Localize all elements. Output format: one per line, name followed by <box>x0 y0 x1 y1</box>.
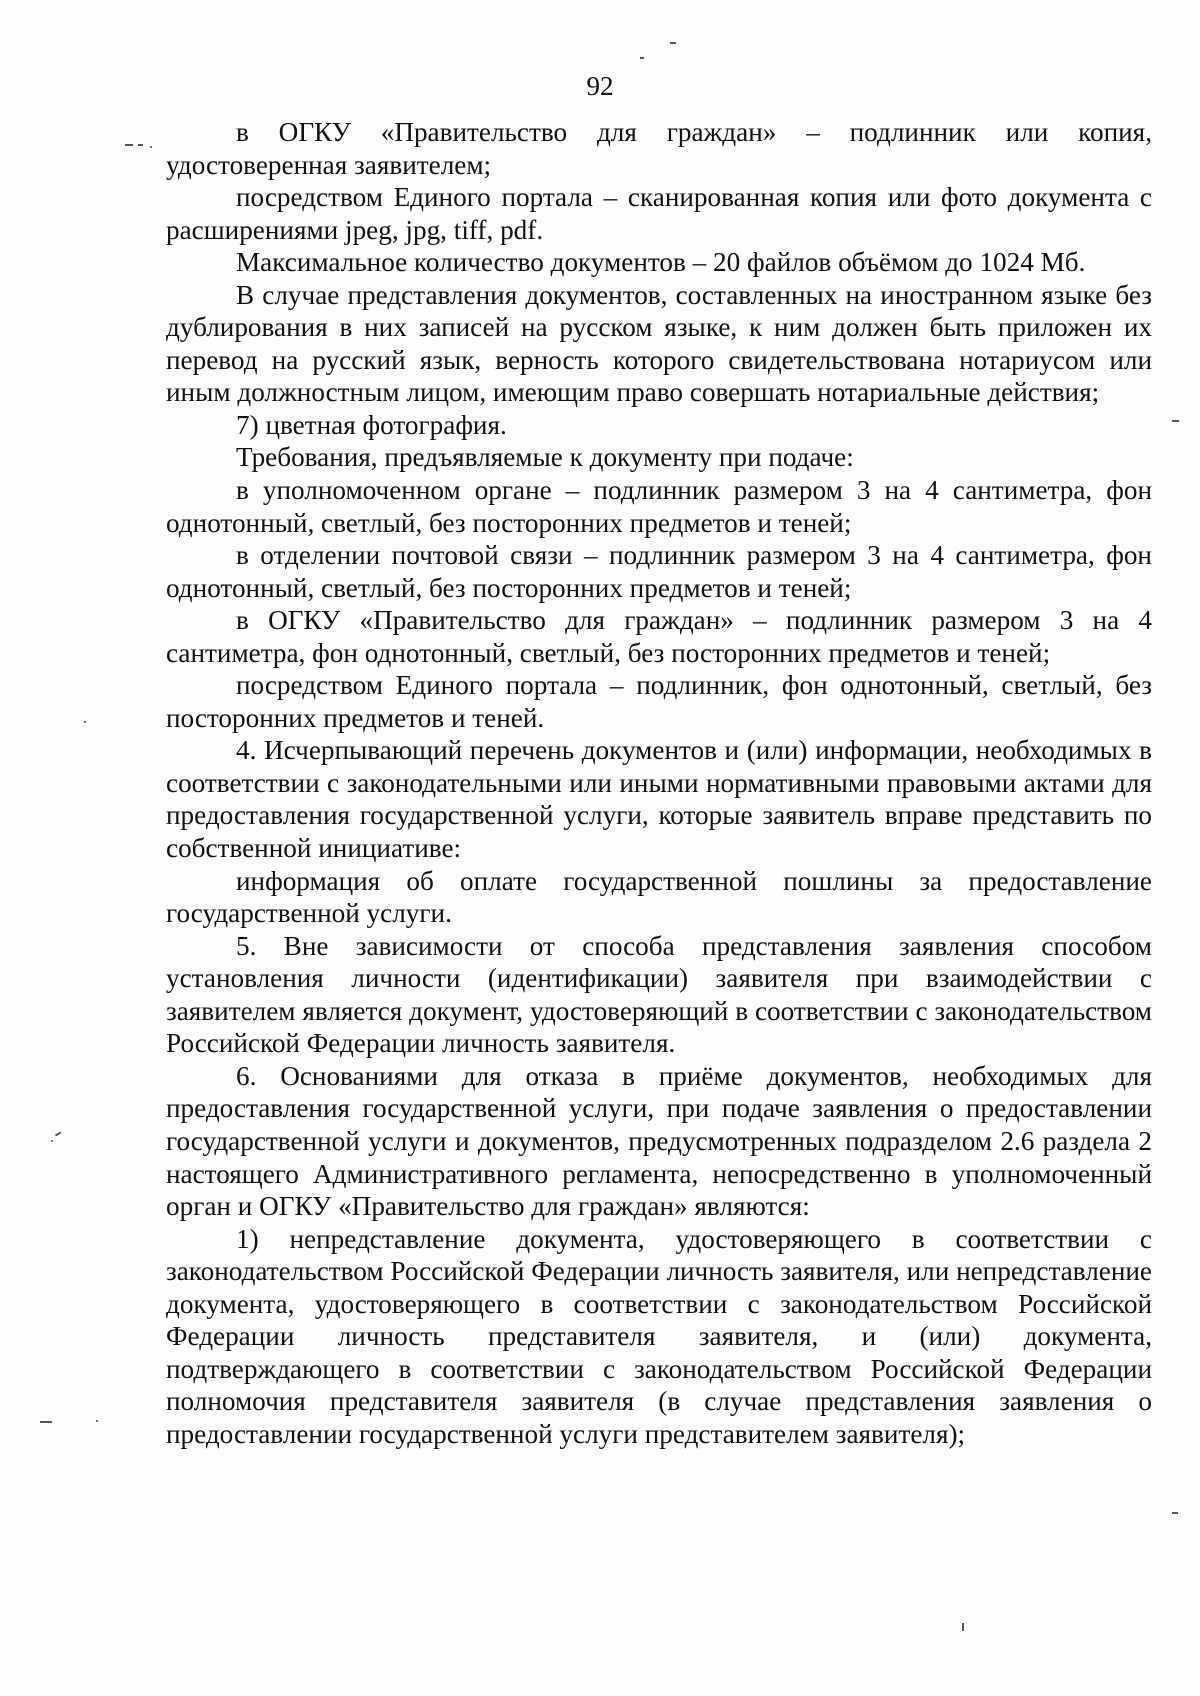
document-body <box>166 116 1152 1450</box>
paragraph: 6. Основаниями для отказа в приёме документов, необходимых для предоставления государственной услуги, при подаче заявления о предоставлении государственной услуги и документов, предусмотренных подразделом 2.6 раздела 2 настоящего Административного регламента, непосредственно в уполномоченный орган и ОГКУ «Правительство для граждан» являются: <box>166 1060 1152 1222</box>
paragraph: 5. Вне зависимости от способа представления заявления способом установления личности (идентификации) заявителя при взаимодействии с заявителем является документ, удостоверяющий в соответствии с законодательством Российской Федерации личность заявителя. <box>166 930 1152 1059</box>
scan-mark <box>55 1132 61 1136</box>
paragraph: посредством Единого портала – подлинник, фон однотонный, светлый, без посторонних предметов и теней. <box>166 670 1152 733</box>
paragraph: в ОГКУ «Правительство для граждан» – подлинник или копия, удостоверенная заявителем; <box>166 117 1152 180</box>
paragraph: 7) цветная фотография. <box>236 409 507 440</box>
paragraph: в уполномоченном органе – подлинник размером 3 на 4 сантиметра, фон однотонный, светлый, без посторонних предметов и теней; <box>166 475 1152 538</box>
paragraph: 4. Исчерпывающий перечень документов и (или) информации, необходимых в соответствии с законодательными или иными нормативными правовыми актами для предоставления государственной услуги, которые заявитель вправе представить по собственной инициативе: <box>166 735 1152 864</box>
paragraph: в отделении почтовой связи – подлинник размером 3 на 4 сантиметра, фон однотонный, светлый, без посторонних предметов и теней; <box>166 540 1152 603</box>
scan-mark <box>640 57 644 59</box>
paragraph: посредством Единого портала – сканированная копия или фото документа с расширениями jpeg, jpg, tiff, pdf. <box>166 182 1152 245</box>
paragraph: Максимальное количество документов – 20 файлов объёмом до 1024 Мб. <box>236 247 1086 278</box>
scan-mark <box>670 42 676 44</box>
scan-mark <box>1172 420 1179 422</box>
scan-mark <box>1172 1512 1178 1514</box>
paragraph: в ОГКУ «Правительство для граждан» – подлинник размером 3 на 4 сантиметра, фон однотонный, светлый, без посторонних предметов и теней; <box>166 605 1152 668</box>
scan-mark <box>150 146 152 148</box>
scan-mark <box>125 144 133 146</box>
scan-mark <box>40 1421 52 1423</box>
scan-mark <box>96 1420 98 1422</box>
page-number: 92 <box>586 71 614 101</box>
paragraph: Требования, предъявляемые к документу при подаче: <box>236 442 854 473</box>
scan-mark <box>138 144 143 146</box>
paragraph: 1) непредставление документа, удостоверяющего в соответствии с законодательством Российской Федерации личность заявителя, или непредставление документа, удостоверяющего в соответствии с законодательством Российской Федерации личность представителя заявителя, и (или) документа, подтверждающего в соответствии с законодательством Российской Федерации полномочия представителя заявителя (в случае представления заявления о предоставлении государственной услуги представителем заявителя); <box>166 1223 1152 1449</box>
scan-mark <box>51 1140 53 1142</box>
paragraph: информация об оплате государственной пошлины за предоставление государственной услуги. <box>166 865 1152 929</box>
scan-mark <box>84 721 86 723</box>
scan-mark <box>962 1623 964 1631</box>
paragraph: В случае представления документов, составленных на иностранном языке без дублирования в них записей на русском языке, к ним должен быть приложен их перевод на русский язык, верность которого свидетельствована нотариусом или иным должностным лицом, имеющим право совершать нотариальные действия; <box>166 279 1152 408</box>
